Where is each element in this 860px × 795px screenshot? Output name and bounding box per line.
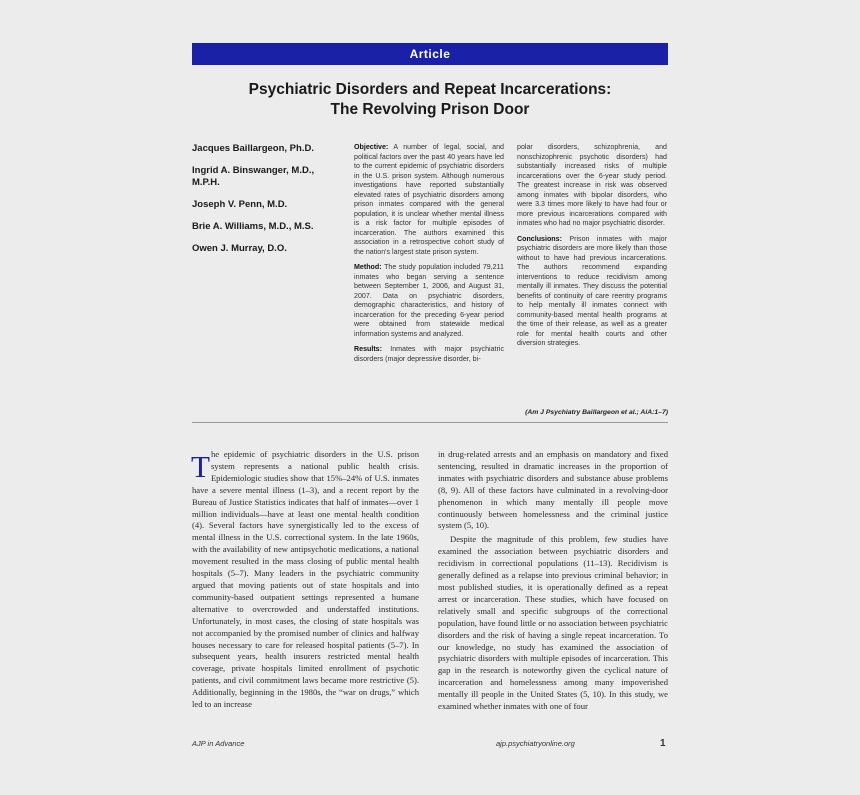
abstract-conclusions <box>517 235 667 349</box>
body-paragraph-text: he epidemic of psychiatric disorders in the U.S. prison system represents a national public health crisis. Epidemiologic studies show that 15%–24% of U.S. inmates have a severe mental illness (1–3), and a recent report by the Bureau of Justice Statistics indicates that half of inmates—over 1 million individuals—have at least one mental health condition (4). Several factors have synergistically led to the excess of mental illness in the U.S. correctional system. In the late 1960s, with the availability of new antipsychotic medications, a national movement resulted in the mass closing of public mental health hospitals (5–7). Many leaders in the psychiatric community argued that moving patients out of state hospitals and into community-based outpatient settings represented a humane alternative to overcrowded and understaffed institutions. Unfortunately, in most cases, the closing of state hospitals was not accompanied by the promised number of clinics and halfway houses necessary to care for released hospital patients (5–7). In subsequent years, health insurers restricted mental health coverage, private hospitals limited enrollment of psychotic patients, and civil commitment laws became more restrictive (5). Additionally, beginning in the 1980s, the “war on drugs,” which led to an increase <box>192 449 419 710</box>
conclusions-text: Prison inmates with major psychiatric disorders are more likely than those without to have had previous incarcerations. The authors recommend expanding interventions to reduce recidivism among mentally ill inmates. They discuss the potential benefits of continuity of care reentry programs to help mentally ill inmates connect with community-based mental health programs at the time of their release, as well as a greater role for mental health courts and other diversion strategies. <box>517 234 667 347</box>
body-paragraph <box>192 449 419 711</box>
abstract-results-continued: polar disorders, schizophrenia, and nonschizophrenic psychotic disorders) had substantially increased risks of multiple incarcerations over the 6-year study period. The greatest increase in risk was observed among inmates with bipolar disorders, who were 3.3 times more likely to have had four or more previous incarcerations compared with inmates who had no major psychiatric disorder. <box>517 143 667 227</box>
title-line-1: Psychiatric Disorders and Repeat Incarcerations: <box>248 81 612 98</box>
section-divider <box>192 422 668 423</box>
method-text: The study population included 79,211 inmates who began serving a sentence between September 1, 2006, and August 31, 2007. Data on psychiatric disorders, demographic characteristics, and history of incarceration for the preceding 6-year period were obtained from statewide medical information systems and analyzed. <box>354 263 504 338</box>
title-line-2: The Revolving Prison Door <box>330 101 530 118</box>
author: Owen J. Murray, D.O. <box>192 243 287 254</box>
abstract-column-left <box>354 143 504 370</box>
author: Brie A. Williams, M.D., M.S. <box>192 221 314 232</box>
footer-journal: AJP in Advance <box>192 739 245 748</box>
author: Ingrid A. Binswanger, M.D., M.P.H. <box>192 165 315 188</box>
abstract-objective <box>354 143 504 257</box>
drop-cap: T <box>191 449 210 484</box>
objective-label: Objective: <box>354 143 389 151</box>
body-paragraph: in drug-related arrests and an emphasis on mandatory and fixed sentencing, resulted in dramatic increases in the proportion of inmates with psychiatric disorders and substance abuse problems (8, 9). All of these factors have culminated in a revolving-door phenomenon in which many mentally ill people move continuously between homelessness and the criminal justice system (5, 10). <box>438 449 668 531</box>
author: Jacques Baillargeon, Ph.D. <box>192 143 314 154</box>
results-text-start: Inmates with major psychiatric disorders (major depressive disorder, bi- <box>354 345 504 363</box>
objective-text: A number of legal, social, and political factors over the past 40 years have led to the current epidemic of psychiatric disorders in the U.S. prison system. Although numerous investigations have reported substantially elevated rates of psychiatric disorders among prison inmates compared with the general population, it is unclear whether mental illness is a risk factor for multiple episodes of incarceration. The authors examined this association in a retrospective cohort study of the nation's largest state prison system. <box>354 143 504 256</box>
conclusions-label: Conclusions: <box>517 234 562 243</box>
abstract-column-right <box>517 143 667 355</box>
body-column-right <box>438 449 668 713</box>
article-banner: Article <box>192 43 668 65</box>
footer-url: ajp.psychiatryonline.org <box>496 739 575 748</box>
body-column-left <box>192 449 419 711</box>
abstract-results-start <box>354 345 504 364</box>
body-paragraph: Despite the magnitude of this problem, few studies have examined the association between psychiatric disorders and recidivism in correctional populations (11–13). Recidivism is generally defined as a relapse into previous criminal behavior; in most published studies, it is operationally defined as a repeat arrest or incarceration. These studies, which have focused on relatively small and specific subgroups of the correctional population, have found little or no association between psychiatric disorders and the risk of having a single repeat incarceration. To our knowledge, no study has examined the association of psychiatric disorders with multiple episodes of incarceration. This gap in the research is noteworthy given the cyclical nature of incarceration and homelessness among many impoverished mentally ill people in the United States (5, 10). In this study, we examined whether inmates with one of four <box>438 534 668 712</box>
abstract-method <box>354 263 504 339</box>
article-title <box>192 80 668 120</box>
method-label: Method: <box>354 263 382 271</box>
author-list <box>192 143 342 265</box>
abstract-citation: (Am J Psychiatry Baillargeon et al.; AiA:1–7) <box>525 409 668 416</box>
results-label: Results: <box>354 345 382 353</box>
author: Joseph V. Penn, M.D. <box>192 199 288 210</box>
page-number: 1 <box>660 738 666 749</box>
